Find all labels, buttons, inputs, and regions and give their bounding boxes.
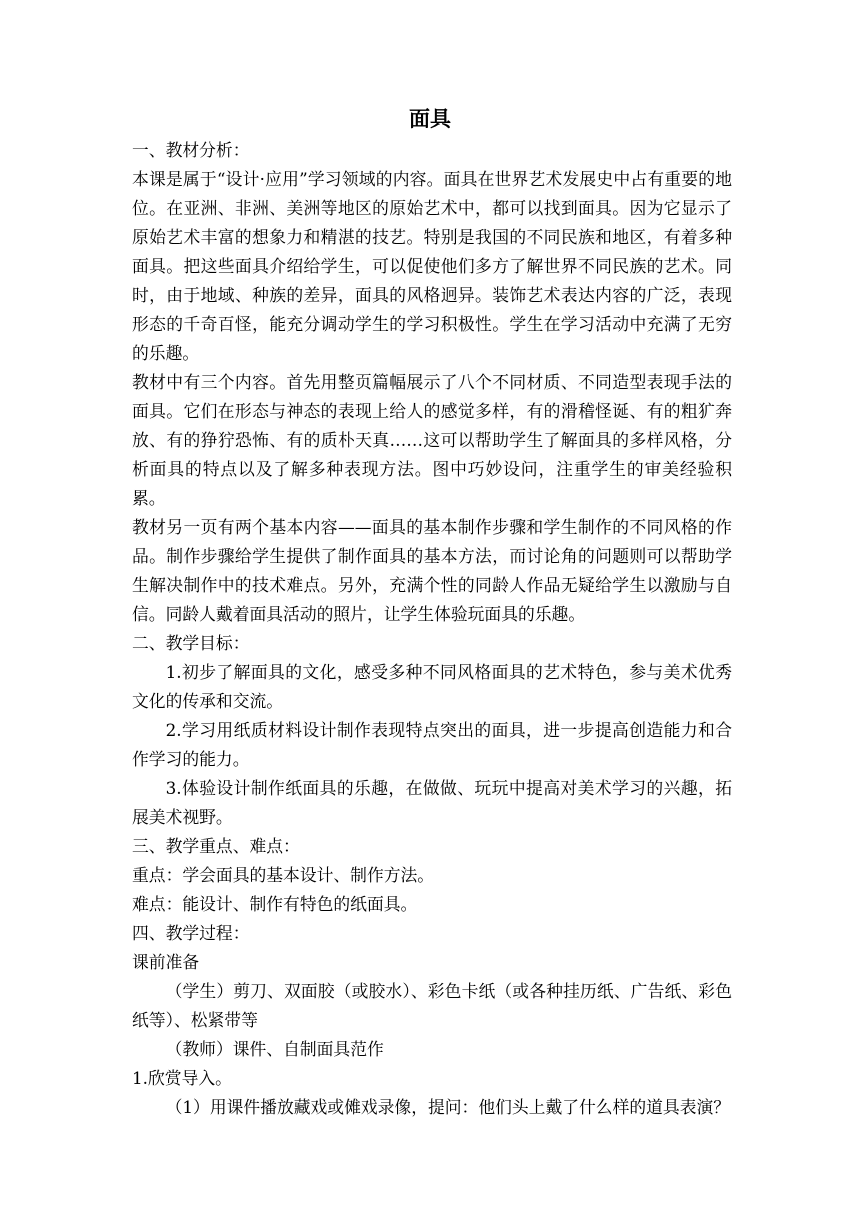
document-title: 面具 — [409, 106, 451, 131]
heading-textbook-analysis: 一、教材分析： — [132, 140, 250, 160]
paragraph: （1）用课件播放藏戏或傩戏录像，提问：他们头上戴了什么样的道具表演？ — [165, 1097, 731, 1117]
document-body — [132, 136, 732, 1122]
heading-teaching-process: 四、教学过程： — [132, 923, 250, 943]
list-item: 1.初步了解面具的文化，感受多种不同风格面具的艺术特色，参与美术优秀文化的传承和交流。 — [132, 662, 732, 711]
paragraph: （学生）剪刀、双面胶（或胶水）、彩色卡纸（或各种挂历纸、广告纸、彩色纸等）、松紧带等 — [132, 981, 732, 1030]
paragraph: 重点：学会面具的基本设计、制作方法。 — [132, 865, 435, 885]
paragraph: 课前准备 — [132, 952, 200, 972]
paragraph: 教材另一页有两个基本内容——面具的基本制作步骤和学生制作的不同风格的作品。制作步骤给学生提供了制作面具的基本方法，而讨论角的问题则可以帮助学生解决制作中的技术难点。另外，充满个性的同龄人作品无疑给学生以激励与自信。同龄人戴着面具活动的照片，让学生体验玩面具的乐趣。 — [132, 517, 732, 624]
list-item: 2.学习用纸质材料设计制作表现特点突出的面具，进一步提高创造能力和合作学习的能力。 — [132, 720, 732, 769]
list-item: 3.体验设计制作纸面具的乐趣，在做做、玩玩中提高对美术学习的兴趣，拓展美术视野。 — [132, 778, 732, 827]
heading-teaching-goals: 二、教学目标： — [132, 633, 250, 653]
heading-key-points: 三、教学重点、难点： — [132, 836, 300, 856]
paragraph: 本课是属于“设计·应用”学习领域的内容。面具在世界艺术发展史中占有重要的地位。在亚洲、非洲、美洲等地区的原始艺术中，都可以找到面具。因为它显示了原始艺术丰富的想象力和精湛的技艺。特别是我国的不同民族和地区，有着多种面具。把这些面具介绍给学生，可以促使他们多方了解世界不同民族的艺术。同时，由于地域、种族的差异，面具的风格迥异。装饰艺术表达内容的广泛，表现形态的千奇百怪，能充分调动学生的学习积极性。学生在学习活动中充满了无穷的乐趣。 — [132, 169, 732, 363]
paragraph: 1.欣赏导入。 — [132, 1068, 232, 1088]
paragraph: 难点：能设计、制作有特色的纸面具。 — [132, 894, 418, 914]
paragraph: 教材中有三个内容。首先用整页篇幅展示了八个不同材质、不同造型表现手法的面具。它们在形态与神态的表现上给人的感觉多样，有的滑稽怪诞、有的粗犷奔放、有的狰狞恐怖、有的质朴天真……这可以帮助学生了解面具的多样风格，分析面具的特点以及了解多种表现方法。图中巧妙设问，注重学生的审美经验积累。 — [132, 372, 732, 508]
paragraph: （教师）课件、自制面具范作 — [165, 1039, 384, 1059]
